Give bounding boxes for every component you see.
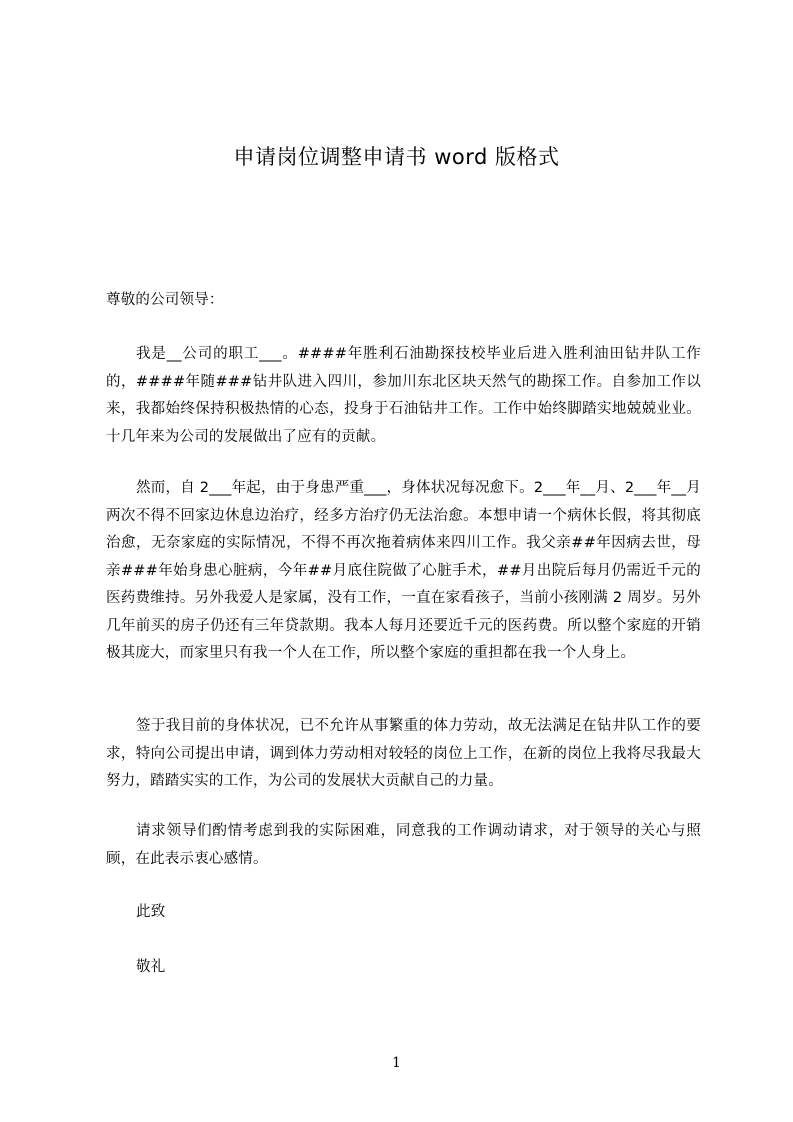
paragraph-4: 请求领导们酌情考虑到我的实际困难，同意我的工作调动请求，对于领导的关心与照顾，在此表示衷心感情。 bbox=[106, 823, 701, 867]
salutation: 尊敬的公司领导： bbox=[106, 292, 224, 308]
document-title: 申请岗位调整申请书 word 版格式 bbox=[233, 145, 560, 169]
closing-line-2: 敬礼 bbox=[136, 959, 166, 975]
paragraph-2: 然而，自 2___年起，由于身患严重___，身体状况每况愈下。2___年__月、2___年__月两次不得不回家边休息边治疗，经多方治疗仍无法治愈。本想申请一个病休长假，将其彻底治愈，无奈家庭的实际情况，不得不再次拖着病体来四川工作。我父亲##年因病去世，母亲###年始身患心脏病，今年##月底住院做了心脏手术，##月出院后每月仍需近千元的医药费维持。另外我爱人是家属，没有工作，一直在家看孩子，当前小孩刚满 2 周岁。另外几年前买的房子仍还有三年贷款期。我本人每月还要近千元的医药费。所以整个家庭的开销极其庞大，而家里只有我一个人在工作，所以整个家庭的重担都在我一个人身上。 bbox=[106, 480, 701, 661]
paragraph-3: 签于我目前的身体状况，已不允许从事繁重的体力劳动，故无法满足在钻井队工作的要求，特向公司提出申请，调到体力劳动相对较轻的岗位上工作，在新的岗位上我将尽我最大努力，踏踏实实的工作，为公司的发展状大贡献自己的力量。 bbox=[106, 718, 701, 789]
paragraph-1: 我是__公司的职工___。####年胜利石油勘探技校毕业后进入胜利油田钻井队工作的，####年随###钻井队进入四川，参加川东北区块天然气的勘探工作。自参加工作以来，我都始终保持积极热情的心态，投身于石油钻井工作。工作中始终脚踏实地兢兢业业。十几年来为公司的发展做出了应有的贡献。 bbox=[106, 346, 701, 445]
page-number: 1 bbox=[392, 1055, 401, 1071]
closing-line-1: 此致 bbox=[136, 904, 166, 920]
